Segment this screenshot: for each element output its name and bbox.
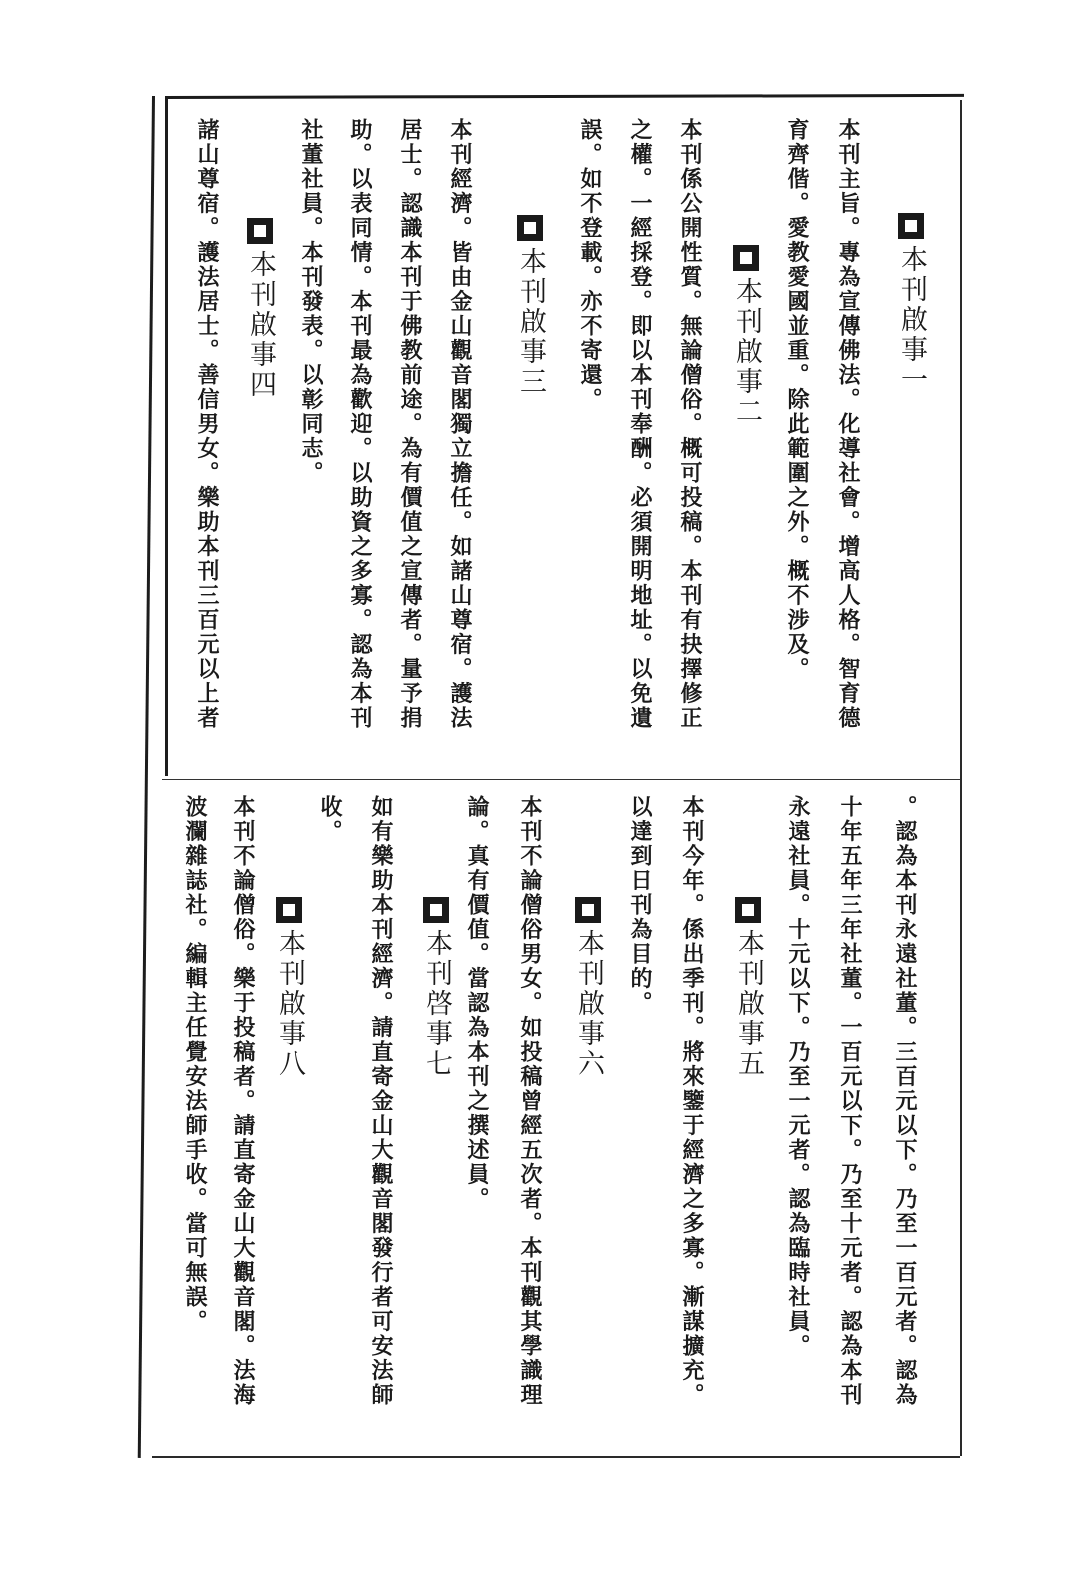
notice-8-line-1: 本刊不論僧俗。樂于投稿者。請直寄金山大觀音閣。法海 (230, 795, 256, 1408)
notice-4-line-3: 十年五年三年社董。一百元以下。乃至十元者。認為本刊 (837, 795, 863, 1408)
notice-title: 本刊啟事三 (515, 247, 546, 397)
square-marker-icon (735, 897, 761, 923)
notice-1-line-2: 育齊偕。愛教愛國並重。除此範圍之外。概不涉及。 (784, 118, 810, 682)
notice-8-header (271, 897, 307, 1079)
frame-bottom-border (152, 1456, 960, 1458)
notice-4-line-4: 永遠社員。十元以下。乃至一元者。認為臨時社員。 (785, 795, 811, 1359)
notice-2-line-1: 本刊係公開性質。無論僧俗。概可投稿。本刊有抉擇修正 (677, 118, 703, 731)
notice-4-line-1: 諸山尊宿。護法居士。善信男女。樂助本刊三百元以上者 (194, 118, 220, 731)
square-marker-icon (517, 215, 543, 241)
notice-title: 本刊啓事七 (421, 929, 452, 1079)
notice-2-line-2: 之權。一經採登。即以本刊奉酬。必須開明地址。以免遺 (627, 118, 653, 731)
notice-7-line-1: 如有樂助本刊經濟。請直寄金山大觀音閣發行者可安法師 (368, 795, 394, 1408)
square-marker-icon (276, 897, 302, 923)
notice-6-line-2: 論。真有價值。當認為本刊之撰述員。 (464, 795, 490, 1212)
middle-divider (162, 779, 960, 780)
notice-3-header (512, 215, 548, 397)
notice-4-line-2: 。認為本刊永遠社董。三百元以下。乃至一百元者。認為 (892, 795, 918, 1408)
notice-1-line-1: 本刊主旨。專為宣傳佛法。化導社會。增高人格。智育德 (835, 118, 861, 731)
notice-3-line-3: 助。以表同情。本刊最為歡迎。以助資之多寡。認為本刊 (347, 118, 373, 731)
square-marker-icon (575, 897, 601, 923)
notice-2-header (728, 245, 764, 427)
notice-3-line-2: 居士。認識本刊于佛教前途。為有價值之宣傳者。量予捐 (397, 118, 423, 731)
square-marker-icon (898, 213, 924, 239)
frame-top-border (166, 94, 964, 99)
notice-6-header (570, 897, 606, 1079)
notice-3-line-4: 社董社員。本刊發表。以彰同志。 (298, 118, 324, 486)
notice-4-header (242, 218, 278, 400)
notice-2-line-3: 誤。如不登載。亦不寄還。 (577, 118, 603, 412)
notice-title: 本刊啟事一 (896, 245, 927, 395)
notice-3-line-1: 本刊經濟。皆由金山觀音閣獨立擔任。如諸山尊宿。護法 (447, 118, 473, 731)
notice-title: 本刊啟事二 (731, 277, 762, 427)
notice-title: 本刊啟事五 (733, 929, 764, 1079)
notice-title: 本刊啟事六 (573, 929, 604, 1079)
square-marker-icon (247, 218, 273, 244)
notice-8-line-2: 波瀾雜誌社。編輯主任覺安法師手收。當可無誤。 (182, 795, 208, 1334)
frame-left-border-upper (165, 96, 168, 776)
notice-5-line-1: 本刊今年。係出季刊。將來鑒于經濟之多寡。漸謀擴充。 (679, 795, 705, 1408)
frame-right-border (960, 100, 962, 1456)
frame-left-border (138, 96, 155, 1458)
notice-1-header (893, 213, 929, 395)
square-marker-icon (423, 897, 449, 923)
notice-title: 本刊啟事八 (274, 929, 305, 1079)
notice-6-line-1: 本刊不論僧俗男女。如投稿曾經五次者。本刊觀其學識理 (517, 795, 543, 1408)
square-marker-icon (733, 245, 759, 271)
notice-5-header (730, 897, 766, 1079)
notice-7-line-2: 收。 (317, 795, 343, 844)
notice-title: 本刊啟事四 (245, 250, 276, 400)
notice-7-header (418, 897, 454, 1079)
notice-5-line-2: 以達到日刊為目的。 (627, 795, 653, 1016)
